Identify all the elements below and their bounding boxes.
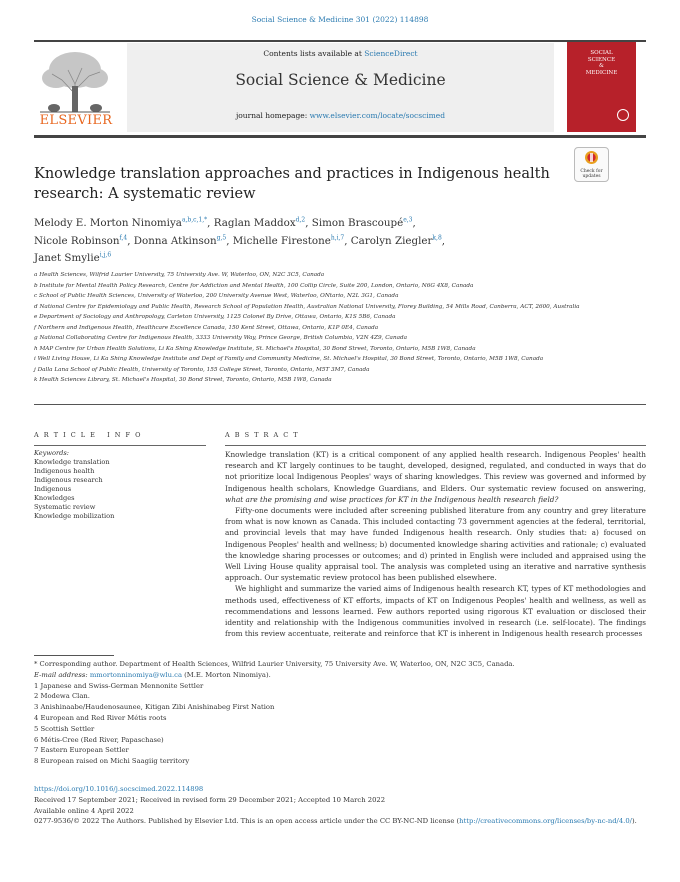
author-affil-sup[interactable]: a,b,c,1,* — [181, 216, 208, 224]
author-name[interactable]: Melody E. Morton Ninomiya — [34, 217, 182, 229]
keyword-item: Indigenous — [34, 485, 72, 493]
contents-line — [127, 49, 554, 58]
author-name[interactable]: Carolyn Ziegler — [350, 234, 433, 247]
author-affil-sup[interactable]: k,8 — [432, 234, 442, 242]
check-updates-label: Check for updates — [580, 169, 603, 179]
author-name[interactable]: Janet Smylie — [34, 252, 100, 264]
abstract-question: what are the promising and wise practices for KT in the Indigenous health research field? — [225, 494, 559, 504]
keyword-item: Systematic review — [34, 503, 96, 511]
check-updates-icon — [584, 150, 599, 167]
journal-cover[interactable] — [567, 42, 636, 132]
author-name[interactable]: Nicole Robinson — [34, 234, 120, 247]
abstract-body — [225, 449, 646, 639]
homepage-line — [127, 111, 554, 120]
author-separator: , — [305, 217, 312, 229]
cover-line: MEDICINE — [585, 69, 618, 76]
article-info-rule — [34, 445, 206, 446]
author-separator: , — [127, 234, 134, 247]
keyword-item: Knowledge mobilization — [34, 512, 115, 520]
author-affil-sup[interactable]: h,i,7 — [330, 234, 345, 242]
footnote-item: 8 European raised on Michi Saagiig territory — [34, 757, 190, 766]
author-separator: , — [344, 234, 351, 247]
abstract-text: Knowledge translation (KT) is a critical component of any applied health research. Indigenous Peoples' health research and KT largely continues to be taught, developed, designed, regulated, and conducted in ways that do not prioritize local Indigenous Peoples' ways of sharing knowledges. This review was governed and informed by Indigenous health scholars, Knowledge Guardians, and Elders. Our systematic review focused on answering, — [225, 450, 646, 493]
header-bottom-rule — [34, 135, 646, 138]
footnote-item: 2 Modewa Clan. — [34, 692, 90, 701]
author-list — [34, 215, 646, 268]
abstract-heading: A B S T R A C T — [225, 431, 300, 439]
abstract-rule — [225, 445, 646, 446]
affiliation-item: b Institute for Mental Health Policy Research, Centre for Addiction and Mental Health, 100 Collip Circle, Suite 200, London, Ontario, N6G 4X8, Canada — [34, 282, 474, 289]
affiliation-item: e Department of Sociology and Anthropology, Carleton University, 1125 Colonel By Drive, Ottawa, Ontario, K1S 5B6, Canada — [34, 314, 396, 320]
publication-info — [34, 784, 646, 827]
affiliation-item: j Dalla Lana School of Public Health, University of Toronto, 155 College Street, Toronto, Ontario, M5T 3M7, Canada — [34, 366, 370, 373]
sciencedirect-link[interactable]: ScienceDirect — [364, 49, 418, 58]
abstract-paragraph: Fifty-one documents were included after screening published literature from any country and grey literature from what is now known as Canada. This included contacting 73 government agencies at the federal, territorial, and provincial levels that may have funded Indigenous health research. Only studies that: a) focused on Indigenous Peoples' health and wellness; b) documented knowledge sharing activities and rationale; c) evaluated the knowledge sharing processes or outcomes; and d) printed in English were included and appraised using the Well Living House quality appraisal tool. The analysis was completed using an iterative and narrative synthesis approach. Our systematic review protocol has been published elsewhere. — [225, 506, 646, 583]
affiliation-item: h MAP Centre for Urban Health Solutions, Li Ka Shing Knowledge Institute, St. Michael's Hospital, 30 Bond Street, Toronto, Ontario, M5B 1W8, Canada — [34, 345, 476, 352]
affiliation-item: k Health Sciences Library, St. Michael's Hospital, 30 Bond Street, Toronto, Ontario, M5B 1W8, Canada — [34, 377, 332, 383]
email-line — [34, 670, 646, 681]
license-suffix: ). — [631, 817, 637, 826]
online-date: Available online 4 April 2022 — [34, 806, 134, 815]
license-line — [34, 816, 646, 827]
header-top-rule — [34, 40, 646, 42]
homepage-prefix: journal homepage: — [235, 111, 310, 120]
footnote-item: 5 Scottish Settler — [34, 724, 95, 733]
cover-line: SOCIAL — [590, 50, 613, 56]
affiliation-item: d National Centre for Epidemiology and Public Health, Research School of Population Health, Australian National University, Florey Building, 54 Mills Road, Canberra, ACT, 2600, Australia — [34, 303, 580, 310]
abstract-paragraph: We highlight and summarize the varied aims of Indigenous health research KT, types of KT methodologies and methods used, effectiveness of KT efforts, impacts of KT on Indigenous Peoples' health and wellness, as well as recommendations and lessons learned. Few authors reported using rigorous KT evaluation or disclosed their identity and relationship with the Indigenous communities involved in research (i.e. self-locate). The findings from this review accentuate, reiterate and reinforce that KT is inherent in Indigenous health research processes — [225, 584, 646, 639]
article-title: Knowledge translation approaches and practices in Indigenous health research: A systematic review — [34, 166, 550, 202]
footnote-item: 1 Japanese and Swiss-German Mennonite Settler — [34, 681, 204, 690]
keyword-item: Indigenous research — [34, 476, 103, 484]
author-affil-sup[interactable]: e,3 — [403, 216, 413, 224]
affiliations-rule — [34, 404, 646, 405]
author-name[interactable]: Simon Brascoupé — [311, 217, 404, 229]
author-affil-sup[interactable]: f,4 — [119, 234, 128, 242]
affiliation-item: i Well Living House, Li Ka Shing Knowledge Institute and Dept of Family and Community Medicine, St. Michael's Hospital, 30 Bond Street, Toronto, Ontario, M5B 1W8, Canada — [34, 356, 544, 362]
cover-title — [567, 50, 636, 76]
author-name[interactable]: Raglan Maddox — [213, 217, 296, 229]
author-separator: , — [441, 234, 446, 247]
cover-emblem-icon — [616, 108, 630, 122]
contents-prefix: Contents lists available at — [263, 49, 365, 58]
footnote-item: 4 European and Red River Métis roots — [34, 713, 167, 722]
author-affil-sup[interactable]: d,2 — [295, 216, 306, 224]
footnote-item: 6 Métis-Cree (Red River, Papaschase) — [34, 735, 164, 744]
check-for-updates-button[interactable] — [574, 147, 609, 182]
footnote-rule — [34, 655, 114, 656]
author-separator: , — [226, 234, 233, 247]
affiliation-item: c School of Public Health Sciences, University of Waterloo, 200 University Avenue West, Waterloo, ONtario, N2L 3G1, Canada — [34, 293, 399, 299]
corresponding-author-note: * Corresponding author. Department of Health Sciences, Wilfrid Laurier University, 75 University Ave. W, Waterloo, ON, N2C 3C5, Canada. — [34, 660, 515, 668]
elsevier-wordmark: ELSEVIER — [39, 113, 113, 128]
keyword-item: Indigenous health — [34, 467, 95, 475]
cover-line: SCIENCE — [587, 56, 616, 63]
author-name[interactable]: Donna Atkinson — [133, 234, 217, 247]
footnote-item: 3 Anishinaabe/Haudenosaunee, Kitigan Zibi Anishinabeg First Nation — [34, 703, 275, 712]
author-separator: , — [412, 217, 416, 229]
license-link[interactable]: http://creativecommons.org/licenses/by-nc-nd/4.0/ — [459, 817, 632, 826]
journal-title: Social Science & Medicine — [235, 71, 446, 89]
email-suffix: (M.E. Morton Ninomiya). — [182, 670, 271, 679]
author-affil-sup[interactable]: g,5 — [216, 234, 227, 242]
author-name[interactable]: Michelle Firestone — [232, 234, 331, 247]
license-text: 0277-9536/© 2022 The Authors. Published by Elsevier Ltd. This is an open access article under the CC BY-NC-ND license ( — [34, 817, 460, 826]
received-dates: Received 17 September 2021; Received in revised form 29 December 2021; Accepted 10 March 2022 — [34, 795, 386, 804]
homepage-link[interactable]: www.elsevier.com/locate/socscimed — [309, 111, 446, 120]
email-label: E-mail address: — [34, 670, 90, 679]
keyword-item: Knowledge translation — [34, 458, 110, 466]
keywords-block — [34, 449, 206, 521]
affiliation-item: a Health Sciences, Wilfrid Laurier University, 75 University Ave. W, Waterloo, ON, N2C 3C5, Canada — [34, 272, 325, 278]
affiliations — [34, 270, 644, 386]
affiliation-item: f Northern and Indigenous Health, Healthcare Excellence Canada, 150 Kent Street, Ottawa, Ontario, K1P 0E4, Canada — [34, 324, 379, 331]
article-info-heading: A R T I C L E I N F O — [34, 431, 142, 439]
email-link[interactable]: mmortonninomiya@wlu.ca — [89, 670, 182, 679]
keywords-heading: Keywords: — [34, 449, 69, 457]
doi-link[interactable]: https://doi.org/10.1016/j.socscimed.2022.114898 — [34, 785, 204, 793]
keyword-item: Knowledges — [34, 494, 75, 502]
affiliation-item: g National Collaborating Centre for Indigenous Health, 3333 University Way, Prince George, British Columbia, V2N 4Z9, Canada — [34, 335, 408, 341]
journal-citation[interactable]: Social Science & Medicine 301 (2022) 114898 — [251, 15, 429, 24]
author-affil-sup[interactable]: i,j,6 — [99, 251, 112, 259]
cover-line: & — [599, 63, 604, 69]
footnote-item: 7 Eastern European Settler — [34, 746, 129, 755]
author-separator: , — [207, 217, 214, 229]
footnotes — [34, 659, 646, 767]
abstract-paragraph — [225, 449, 646, 505]
